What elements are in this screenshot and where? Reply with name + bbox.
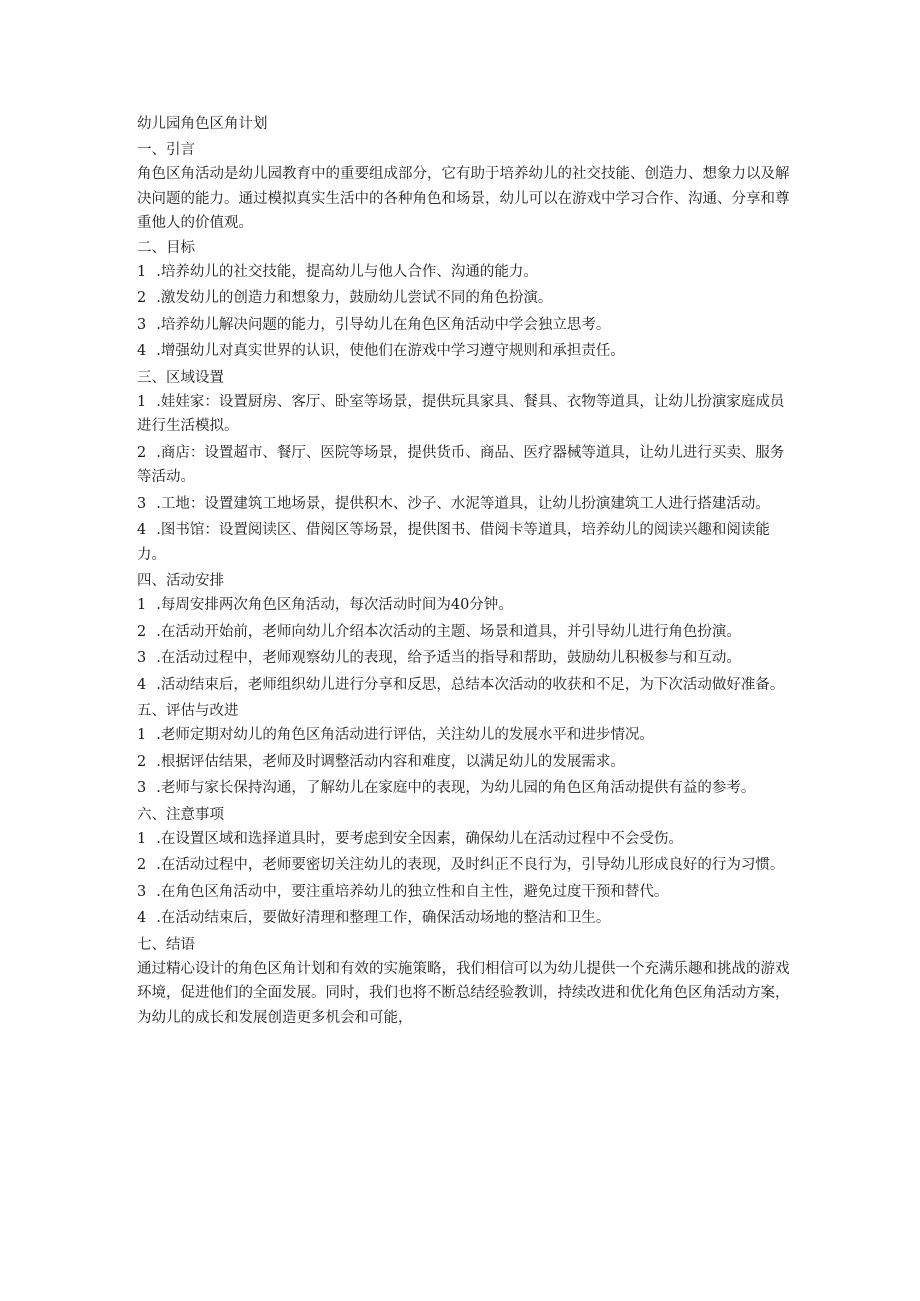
notes-list: [137, 827, 797, 933]
list-item: [137, 723, 797, 750]
list-item: [137, 750, 797, 777]
document-page: [137, 112, 797, 1030]
section-notes: [137, 803, 797, 933]
item-number: 4: [137, 910, 147, 926]
list-item: [137, 906, 797, 933]
item-text: .在活动过程中，老师观察幼儿的表现，给予适当的指导和帮助，鼓励幼儿积极参与和互动。: [156, 650, 741, 666]
item-number: 1: [137, 597, 147, 613]
section-heading: 三、区域设置: [137, 369, 224, 386]
list-item: [137, 518, 797, 569]
item-text: .在活动过程中，老师要密切关注幼儿的表现，及时纠正不良行为，引导幼儿形成良好的行为习惯。: [156, 857, 785, 873]
section-heading: 四、活动安排: [137, 573, 224, 589]
list-item: [137, 853, 797, 880]
item-text: .在设置区域和选择道具时，要考虑到安全因素，确保幼儿在活动过程中不会受伤。: [156, 830, 683, 847]
item-text: .激发幼儿的创造力和想象力，鼓励幼儿尝试不同的角色扮演。: [156, 290, 553, 306]
item-text: .活动结束后，老师组织幼儿进行分享和反思，总结本次活动的收获和不足，为下次活动做好准备。: [156, 676, 785, 693]
section-heading: 一、引言: [137, 142, 195, 158]
item-number: 3: [137, 780, 147, 796]
document-title: 幼儿园角色区角计划: [137, 116, 268, 132]
section-goals: [137, 236, 797, 366]
item-text: .娃娃家：设置厨房、客厅、卧室等场景，提供玩具家具、餐具、衣物等道具，让幼儿扮演家庭成员进行生活模拟。: [137, 393, 785, 434]
item-text: .图书馆：设置阅读区、借阅区等场景，提供图书、借阅卡等道具，培养幼儿的阅读兴趣和阅读能力。: [137, 522, 770, 563]
section-introduction: [137, 138, 797, 236]
evaluation-list: [137, 723, 797, 803]
list-item: [137, 620, 797, 647]
item-text: .培养幼儿的社交技能，提高幼儿与他人合作、沟通的能力。: [156, 263, 538, 280]
item-number: 2: [137, 623, 147, 640]
item-number: 3: [137, 650, 147, 666]
item-number: 3: [137, 495, 147, 512]
item-text: .老师定期对幼儿的角色区角活动进行评估，关注幼儿的发展水平和进步情况。: [156, 727, 654, 743]
item-text: .每周安排两次角色区角活动，每次活动时间为40分钟。: [156, 597, 513, 613]
list-item: [137, 776, 797, 803]
item-number: 4: [137, 343, 147, 359]
list-item: [137, 492, 797, 519]
section-evaluation: [137, 699, 797, 803]
list-item: [137, 673, 797, 700]
list-item: [137, 286, 797, 313]
list-item: [137, 880, 797, 907]
item-text: .商店：设置超市、餐厅、医院等场景，提供货币、商品、医疗器械等道具，让幼儿进行买卖、服务等活动。: [137, 444, 785, 485]
section-paragraph: 通过精心设计的角色区角计划和有效的实施策略，我们相信可以为幼儿提供一个充满乐趣和挑战的游戏环境，促进他们的全面发展。同时，我们也将不断总结经验教训，持续改进和优化角色区角活动方案，为幼儿的成长和发展创造更多机会和可能，: [137, 960, 790, 1026]
list-item: [137, 441, 797, 492]
list-item: [137, 260, 797, 287]
list-item: [137, 646, 797, 673]
goals-list: [137, 260, 797, 366]
item-number: 3: [137, 316, 147, 333]
item-text: .在角色区角活动中，要注重培养幼儿的独立性和自主性，避免过度干预和替代。: [156, 883, 669, 900]
item-number: 2: [137, 753, 147, 770]
item-text: .在活动开始前，老师向幼儿介绍本次活动的主题、场景和道具，并引导幼儿进行角色扮演。: [156, 623, 741, 640]
item-text: .培养幼儿解决问题的能力，引导幼儿在角色区角活动中学会独立思考。: [156, 316, 611, 333]
item-number: 2: [137, 857, 147, 873]
list-item: [137, 313, 797, 340]
section-activity-schedule: [137, 569, 797, 699]
item-number: 1: [137, 830, 147, 847]
section-heading: 二、目标: [137, 239, 195, 256]
item-number: 4: [137, 522, 147, 538]
schedule-list: [137, 593, 797, 699]
item-text: .在活动结束后，要做好清理和整理工作，确保活动场地的整洁和卫生。: [156, 910, 611, 926]
section-paragraph: 角色区角活动是幼儿园教育中的重要组成部分，它有助于培养幼儿的社交技能、创造力、想象力以及解决问题的能力。通过模拟真实生活中的各种角色和场景，幼儿可以在游戏中学习合作、沟通、分享和尊重他人的价值观。: [137, 166, 790, 231]
area-list: [137, 390, 797, 570]
item-number: 1: [137, 263, 147, 280]
item-number: 2: [137, 290, 147, 306]
list-item: [137, 593, 797, 620]
section-heading: 五、评估与改进: [137, 703, 239, 719]
item-number: 1: [137, 727, 147, 743]
list-item: [137, 390, 797, 441]
item-number: 2: [137, 444, 147, 461]
section-area-setup: [137, 366, 797, 570]
item-text: .根据评估结果，老师及时调整活动内容和难度，以满足幼儿的发展需求。: [156, 753, 625, 770]
list-item: [137, 827, 797, 854]
list-item: [137, 339, 797, 366]
item-number: 4: [137, 676, 147, 693]
item-number: 3: [137, 883, 147, 900]
section-heading: 七、结语: [137, 936, 195, 953]
item-text: .增强幼儿对真实世界的认识，使他们在游戏中学习遵守规则和承担责任。: [156, 343, 625, 359]
item-text: .工地：设置建筑工地场景，提供积木、沙子、水泥等道具，让幼儿扮演建筑工人进行搭建活动。: [156, 495, 770, 512]
section-conclusion: [137, 933, 797, 1031]
item-number: 1: [137, 393, 147, 410]
section-heading: 六、注意事项: [137, 806, 224, 823]
item-text: .老师与家长保持沟通，了解幼儿在家庭中的表现，为幼儿园的角色区角活动提供有益的参考。: [156, 780, 756, 796]
